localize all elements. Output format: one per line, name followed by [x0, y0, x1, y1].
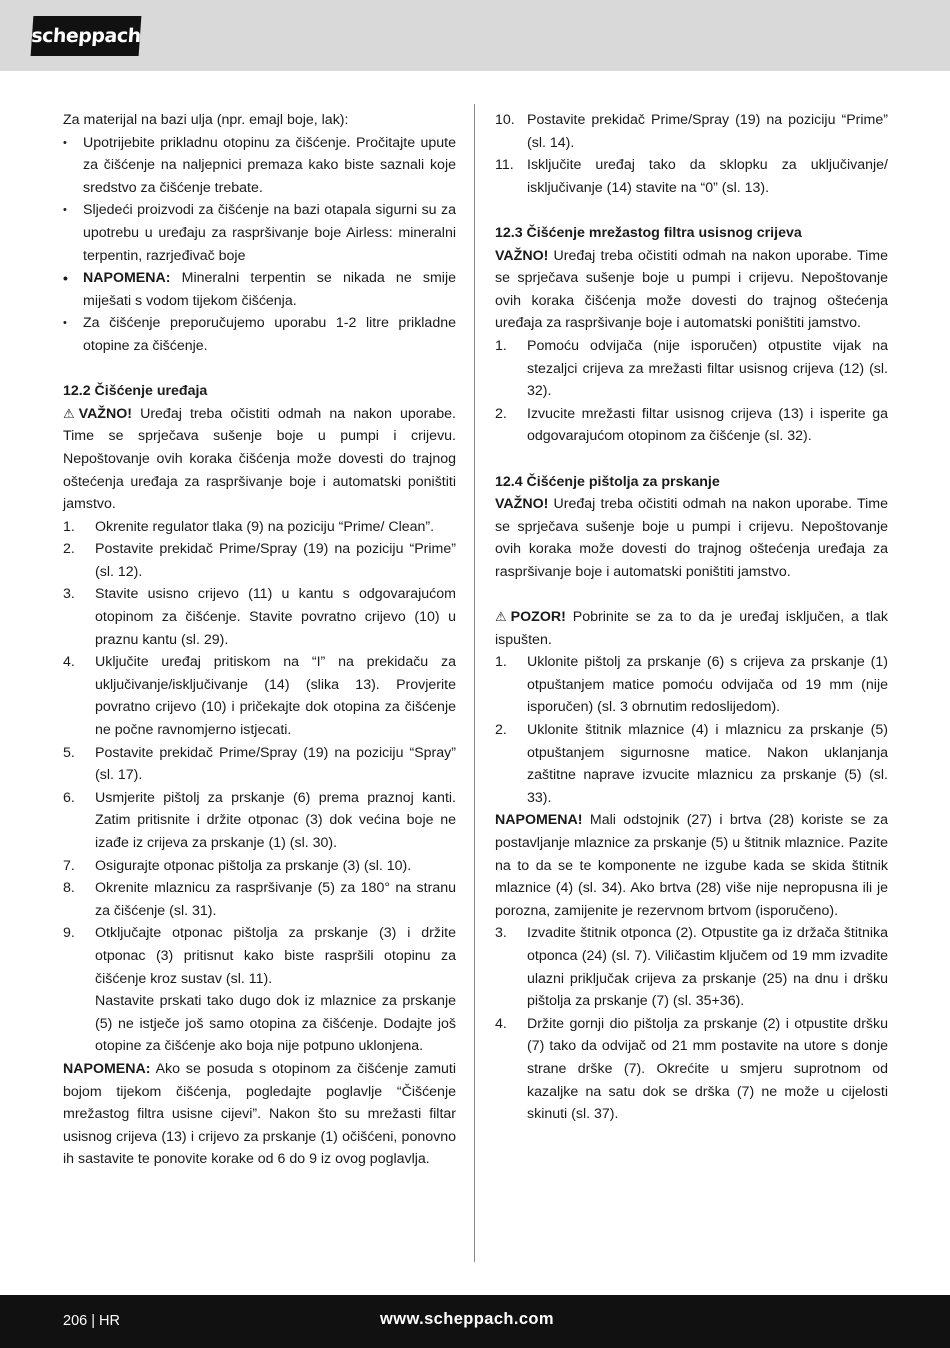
- warning-triangle-icon: ⚠: [495, 609, 507, 625]
- note-text: Mali odstojnik (27) i brtva (28) koriste se za postavljanje mlaznice za prskanje (5) u štitnik mlaznice. Pazite na to da se te komponente ne izgube kada se skida štitnik mlaznice (4) (sl. 34). Ako brtva (28) više nije nepropusna ili je porozna, zamijenite je rezervnom brtvom (isporučeno).: [495, 812, 888, 919]
- list-item: 2. Izvucite mrežasti filtar usisnog crijeva (13) i isperite ga odgovarajućom otopinom za čišćenje (sl. 32).: [495, 405, 888, 445]
- note-label: NAPOMENA:: [63, 1060, 151, 1077]
- note-text: Ako se posuda s otopinom za čišćenje zamuti bojom tijekom čišćenja, pogledajte poglavlje “Čišćenje mrežastog filtra usisne cijevi”. Nakon što su mrežasti filtar usisnog crijeva (13) i crijevo za prskanje (1) očišćeni, ponovno ih sastavite te ponovite korake od 6 do 9 iz ovog poglavlja.: [63, 1060, 456, 1168]
- warning-label: VAŽNO!: [495, 247, 549, 264]
- list-item: 11. Isključite uređaj tako da sklopku za uključivanje/ isključivanje (14) stavite na “0” (sl. 13).: [495, 157, 888, 196]
- warning-text: Uređaj treba očistiti odmah na nakon uporabe. Time se sprječava sušenje boje u pumpi i crijevu. Nepoštovanje ovih koraka čišćenja može dovesti do trajnog oštećenja uređaja za raspršivanje boje i automatski poništiti jamstvo.: [495, 247, 888, 332]
- note-label: NAPOMENA:: [83, 270, 171, 287]
- note-text: Mineralni terpentin se nikada ne smije miješati s vodom tijekom čišćenja.: [83, 270, 456, 309]
- caution-paragraph: [495, 606, 888, 651]
- oil-intro: Za materijal na bazi ulja (npr. emajl boje, lak):: [63, 112, 349, 128]
- list-item: 9. Otključajte otponac pištolja za prskanje (3) i držite otponac (3) pritisnut kako biste raspršili otopinu za čišćenje kroz sustav (sl. 11).: [63, 925, 456, 987]
- list-item: 3. Izvadite štitnik otponca (2). Otpustite ga iz držača štitnika otponca (24) (sl. 7). Viličastim ključem od 19 mm izvadite ulazni priključak crijeva za prskanje (25) na dnu i dršku pištolja za prskanje (7) (sl. 35+36).: [495, 925, 888, 1010]
- section-title-12-4: 12.4 Čišćenje pištolja za prskanje: [495, 473, 720, 490]
- list-item: 7. Osigurajte otponac pištolja za prskanje (3) (sl. 10).: [63, 857, 412, 874]
- separator: |: [91, 1313, 96, 1329]
- list-item: 5. Postavite prekidač Prime/Spray (19) na poziciju “Spray” (sl. 17).: [63, 744, 456, 784]
- list-item: 6. Usmjerite pištolj za prskanje (6) prema praznoj kanti. Zatim pritisnite i držite otponac (3) dok većina boje ne izađe iz crijeva za prskanje (1) (sl. 30).: [63, 789, 456, 851]
- caution-label: POZOR!: [510, 609, 566, 626]
- warning-label: VAŽNO!: [78, 405, 132, 422]
- list-item: 2. Postavite prekidač Prime/Spray (19) na poziciju “Prime” (sl. 12).: [63, 541, 456, 580]
- list-item: 10. Postavite prekidač Prime/Spray (19) na poziciju “Prime” (sl. 14).: [495, 112, 888, 151]
- list-item: 4. Uključite uređaj pritiskom na “I” na prekidaču za uključivanje/isključivanje (14) (slika 13). Provjerite povratno crijevo (10) i pričekajte dok otopina za čišćenje ne počne ravnomjerno istjecati.: [63, 654, 456, 739]
- list-item: 4. Držite gornji dio pištolja za prskanje (2) i otpustite dršku (7) tako da odvijač od 21 mm postavite na utore s donje strane drške (7). Okrećite u smjeru suprotnom od kazaljke na satu dok se drška (7) ne može u cijelosti skinuti (sl. 37).: [495, 1015, 888, 1123]
- caution-text: Pobrinite se za to da je uređaj isključen, a tlak ispušten.: [495, 609, 888, 648]
- warning-paragraph: [63, 403, 456, 516]
- column-divider: [474, 104, 475, 1262]
- section-title-12-3: 12.3 Čišćenje mrežastog filtra usisnog crijeva: [495, 224, 802, 241]
- scheppach-logo: scheppach: [31, 16, 142, 56]
- list-item: 8. Okrenite mlaznicu za raspršivanje (5) za 180° na stranu za čišćenje (sl. 31).: [63, 880, 456, 919]
- website-link[interactable]: www.scheppach.com: [380, 1310, 554, 1328]
- list-item: 1. Uklonite pištolj za prskanje (6) s crijeva za prskanje (1) otpuštanjem matice pomoću odvijača od 19 mm (nije isporučen) (sl. 3 obrnutim redoslijedom).: [495, 654, 888, 716]
- bullet-item: • Za čišćenje preporučujemo uporabu 1-2 litre prikladne otopine za čišćenje.: [63, 312, 456, 357]
- warning-text: Uređaj treba očistiti odmah na nakon uporabe. Time se sprječava sušenje boje u pumpi i crijevu. Nepoštovanje ovih koraka čišćenja može dovesti do trajnog oštećenja uređaja za raspršivanje boje i automatski poništiti jamstvo.: [63, 405, 456, 513]
- header-bar: [0, 0, 950, 71]
- section-title-12-2: 12.2 Čišćenje uređaja: [63, 383, 208, 400]
- list-item: 2. Uklonite štitnik mlaznice (4) i mlaznicu za prskanje (5) otpuštanjem sigurnosne matice. Nakon uklanjanja zaštitne naprave izvucite mlaznicu za prskanje (5) (sl. 33).: [495, 722, 888, 806]
- warning-triangle-icon: ⚠: [63, 405, 75, 421]
- left-column: [63, 109, 456, 1171]
- bullet-note: [63, 267, 456, 312]
- bullet-item: • Upotrijebite prikladnu otopinu za čišćenje. Pročitajte upute za čišćenje na naljepnici premaza kako biste saznali koje sredstvo za čišćenje trebate.: [63, 132, 456, 200]
- page-indicator: [63, 1310, 120, 1333]
- page-number: 206: [63, 1313, 88, 1329]
- list-item-continuation: Nastavite prskati tako dugo dok iz mlaznice za prskanje (5) ne istječe još samo otopina za čišćenje. Dodajte još otopine za čišćenje ako boja nije potpuno uklonjena.: [95, 993, 456, 1055]
- warning-paragraph: [495, 245, 888, 335]
- warning-text: Uređaj treba očistiti odmah na nakon uporabe. Time se sprječava sušenje boje u pumpi i crijevu. Nepoštovanje ovih koraka može dovesti do trajnog oštećenja uređaja za raspršivanje boje i automatski poništiti jamstvo.: [495, 496, 888, 580]
- right-column: [495, 109, 888, 1126]
- bullet-item: • Sljedeći proizvodi za čišćenje na bazi otapala sigurni su za upotrebu u uređaju za raspršivanje boje Airless: mineralni terpentin, razrjeđivač boje: [63, 199, 456, 267]
- footer-bar: [0, 1295, 950, 1348]
- warning-label: VAŽNO!: [495, 496, 549, 513]
- warning-paragraph: [495, 493, 888, 583]
- final-note: [63, 1058, 456, 1171]
- language-code: HR: [99, 1313, 120, 1329]
- note-label: NAPOMENA!: [495, 812, 583, 829]
- list-item: 1. Pomoću odvijača (nije isporučen) otpustite vijak na stezaljci crijeva za mrežasti filtar usisnog crijeva (12) (sl. 32).: [495, 337, 888, 400]
- note-paragraph: [495, 809, 888, 922]
- list-item: 1. Okrenite regulator tlaka (9) na poziciju “Prime/ Clean”.: [63, 518, 435, 535]
- list-item: 3. Stavite usisno crijevo (11) u kantu s odgovarajućom otopinom za čišćenje. Stavite povratno crijevo (10) u praznu kantu (sl. 29).: [63, 586, 456, 648]
